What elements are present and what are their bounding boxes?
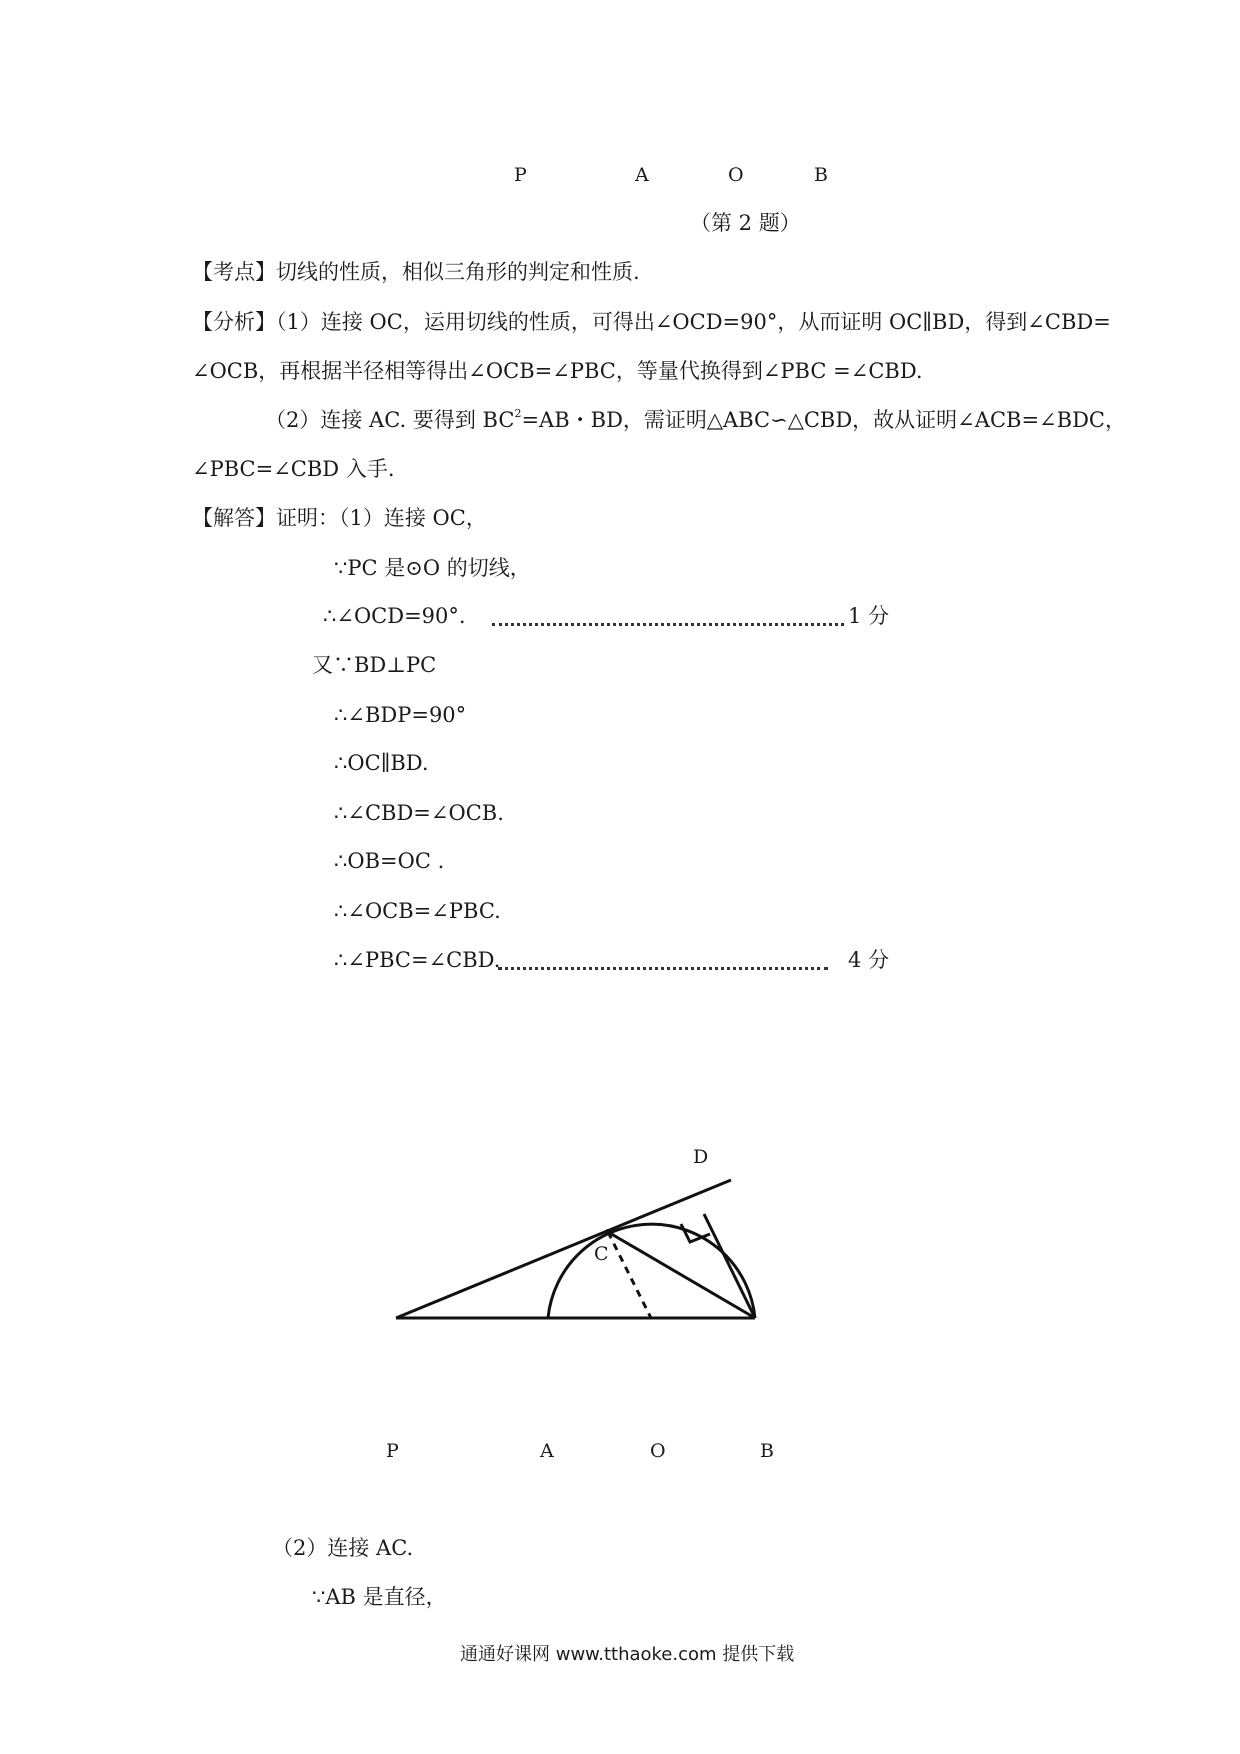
fenxi-text-3a: （2）连接 AC. 要得到 BC bbox=[265, 408, 515, 432]
proof-step-1: ∵PC 是⊙O 的切线， bbox=[334, 556, 531, 580]
kaodian-tag: 【考点】 bbox=[192, 260, 276, 284]
top-label-b: B bbox=[814, 164, 828, 186]
point-label-a: A bbox=[540, 1440, 554, 1462]
kaodian-text: 切线的性质，相似三角形的判定和性质. bbox=[276, 260, 640, 284]
proof-step-9: ∴∠PBC=∠CBD. bbox=[334, 948, 501, 972]
part2-line-1: （2）连接 AC. bbox=[272, 1536, 414, 1560]
proof-step-2: ∴∠OCD=90°. bbox=[323, 604, 466, 628]
top-label-o: O bbox=[728, 164, 744, 186]
fenxi-text-1: （1）连接 OC，运用切线的性质，可得出∠OCD=90°，从而证明 OC∥BD，得到∠CBD= bbox=[276, 310, 1111, 334]
top-label-a: A bbox=[635, 164, 649, 186]
point-label-b: B bbox=[760, 1440, 774, 1462]
score-2: 4 分 bbox=[848, 948, 890, 972]
tangent-line-pd bbox=[396, 1180, 731, 1318]
fenxi-text-3b: =AB・BD，需证明△ABC∽△CBD，故从证明∠ACB=∠BDC， bbox=[521, 408, 1126, 432]
proof-step-4: ∴∠BDP=90° bbox=[334, 703, 467, 727]
jieda-intro: 证明：（1）连接 OC， bbox=[276, 506, 487, 530]
point-label-o: O bbox=[650, 1440, 666, 1462]
point-label-p: P bbox=[386, 1440, 399, 1462]
part2-line-2: ∵AB 是直径， bbox=[312, 1585, 447, 1609]
score-1: 1 分 bbox=[848, 604, 890, 628]
fenxi-superscript: 2 bbox=[514, 407, 522, 420]
proof-step-3: 又∵BD⊥PC bbox=[312, 653, 437, 677]
point-label-d: D bbox=[693, 1146, 709, 1168]
semicircle-arc bbox=[548, 1224, 755, 1318]
proof-step-6: ∴∠CBD=∠OCB. bbox=[334, 801, 504, 825]
fenxi-tag: 【分析】 bbox=[192, 310, 276, 334]
proof-step-8: ∴∠OCB=∠PBC. bbox=[334, 899, 501, 923]
top-label-p: P bbox=[514, 164, 527, 186]
figure-caption: （第 2 题） bbox=[690, 211, 801, 235]
point-c-dot bbox=[605, 1229, 611, 1235]
page-footer: 通通好课网 www.tthaoke.com 提供下载 bbox=[460, 1644, 795, 1665]
jieda-tag: 【解答】 bbox=[192, 506, 276, 530]
fenxi-line-4: ∠PBC=∠CBD 入手. bbox=[192, 457, 395, 481]
proof-step-5: ∴OC∥BD. bbox=[334, 751, 429, 775]
fenxi-line-2: ∠OCB，再根据半径相等得出∠OCB=∠PBC，等量代换得到∠PBC =∠CBD. bbox=[192, 359, 923, 383]
point-label-c: C bbox=[594, 1243, 609, 1265]
proof-step-7: ∴OB=OC . bbox=[334, 849, 445, 873]
